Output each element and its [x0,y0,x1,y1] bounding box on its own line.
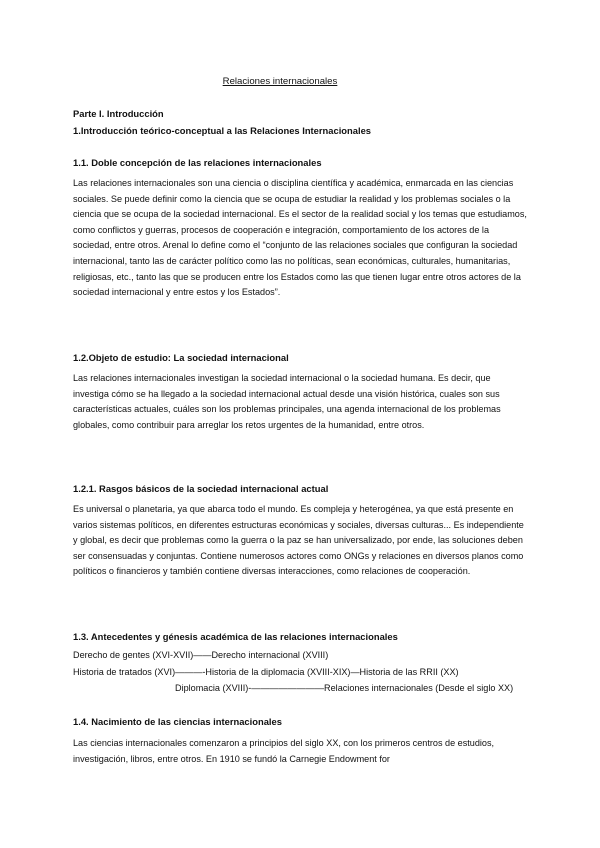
document-title: Relaciones internacionales [222,76,338,87]
section-heading: 1.4. Nacimiento de las ciencias internacionales [73,716,282,727]
timeline-line: Historia de tratados (XVI)———-Historia de la diplomacia (XVIII-XIX)—Historia de las RRII (XX) [73,667,459,677]
timeline-line: Diplomacia (XVIII)-————————Relaciones internacionales (Desde el siglo XX) [175,683,514,693]
section-heading: 1.2.1. Rasgos básicos de la sociedad internacional actual [73,483,329,494]
chapter-heading: 1.Introducción teórico-conceptual a las Relaciones Internacionales [73,125,371,136]
section-paragraph: Las ciencias internacionales comenzaron a principios del siglo XX, con los primeros centros de estudios, investigación, libros, entre otros. En 1910 se fundó la Carnegie Endowment for [73,738,495,764]
section-heading: 1.2.Objeto de estudio: La sociedad internacional [73,352,289,363]
part-heading: Parte I. Introducción [73,108,164,119]
section-paragraph: Es universal o planetaria, ya que abarca todo el mundo. Es compleja y heterogénea, ya que está presente en varios sistemas políticos, en diferentes estructuras económicas y sociales, diversas culturas... Es independiente y global, es decir que problemas como la guerra o la paz se han universalizado, por ende, las soluciones deben ser consensuadas y conjuntas. Contiene numerosos actores como ONGs y relaciones en diversos planos como políticos o financieros y también contiene diversas interacciones, como relaciones de cooperación. [73,504,524,577]
section-paragraph: Las relaciones internacionales investigan la sociedad internacional o la sociedad humana. Es decir, que investiga cómo se ha llegado a la sociedad internacional actual desde una visión histórica, cuales son sus características actuales, cuáles son los problemas principales, una agenda internacional de los problemas globales, como contribuir para arreglar los retos urgentes de la humanidad, entre otros. [73,373,501,430]
timeline-line: Derecho de gentes (XVI-XVII)——Derecho internacional (XVIII) [73,650,329,660]
section-heading: 1.1. Doble concepción de las relaciones internacionales [73,157,322,168]
section-paragraph: Las relaciones internacionales son una ciencia o disciplina científica y académica, enmarcada en las ciencias sociales. Se puede definir como la ciencia que se ocupa de estudiar la realidad y los problemas sociales o la ciencia que se ocupa de la sociedad internacional. Es el sector de la realidad social y los temas que estudiamos, como conflictos y guerras, procesos de cooperación e integración, comportamiento de los actores de la sociedad, entre otros. Arenal lo define como el “conjunto de las relaciones sociales que configuran la sociedad internacional, tanto las de carácter político como las no políticas, sean económicas, culturales, humanitarias, religiosas, etc., tanto las que se producen entre los Estados como las que tienen lugar entre otros actores de la sociedad internacional y entre estos y los Estados”. [73,178,527,298]
section-heading: 1.3. Antecedentes y génesis académica de las relaciones internacionales [73,631,398,642]
